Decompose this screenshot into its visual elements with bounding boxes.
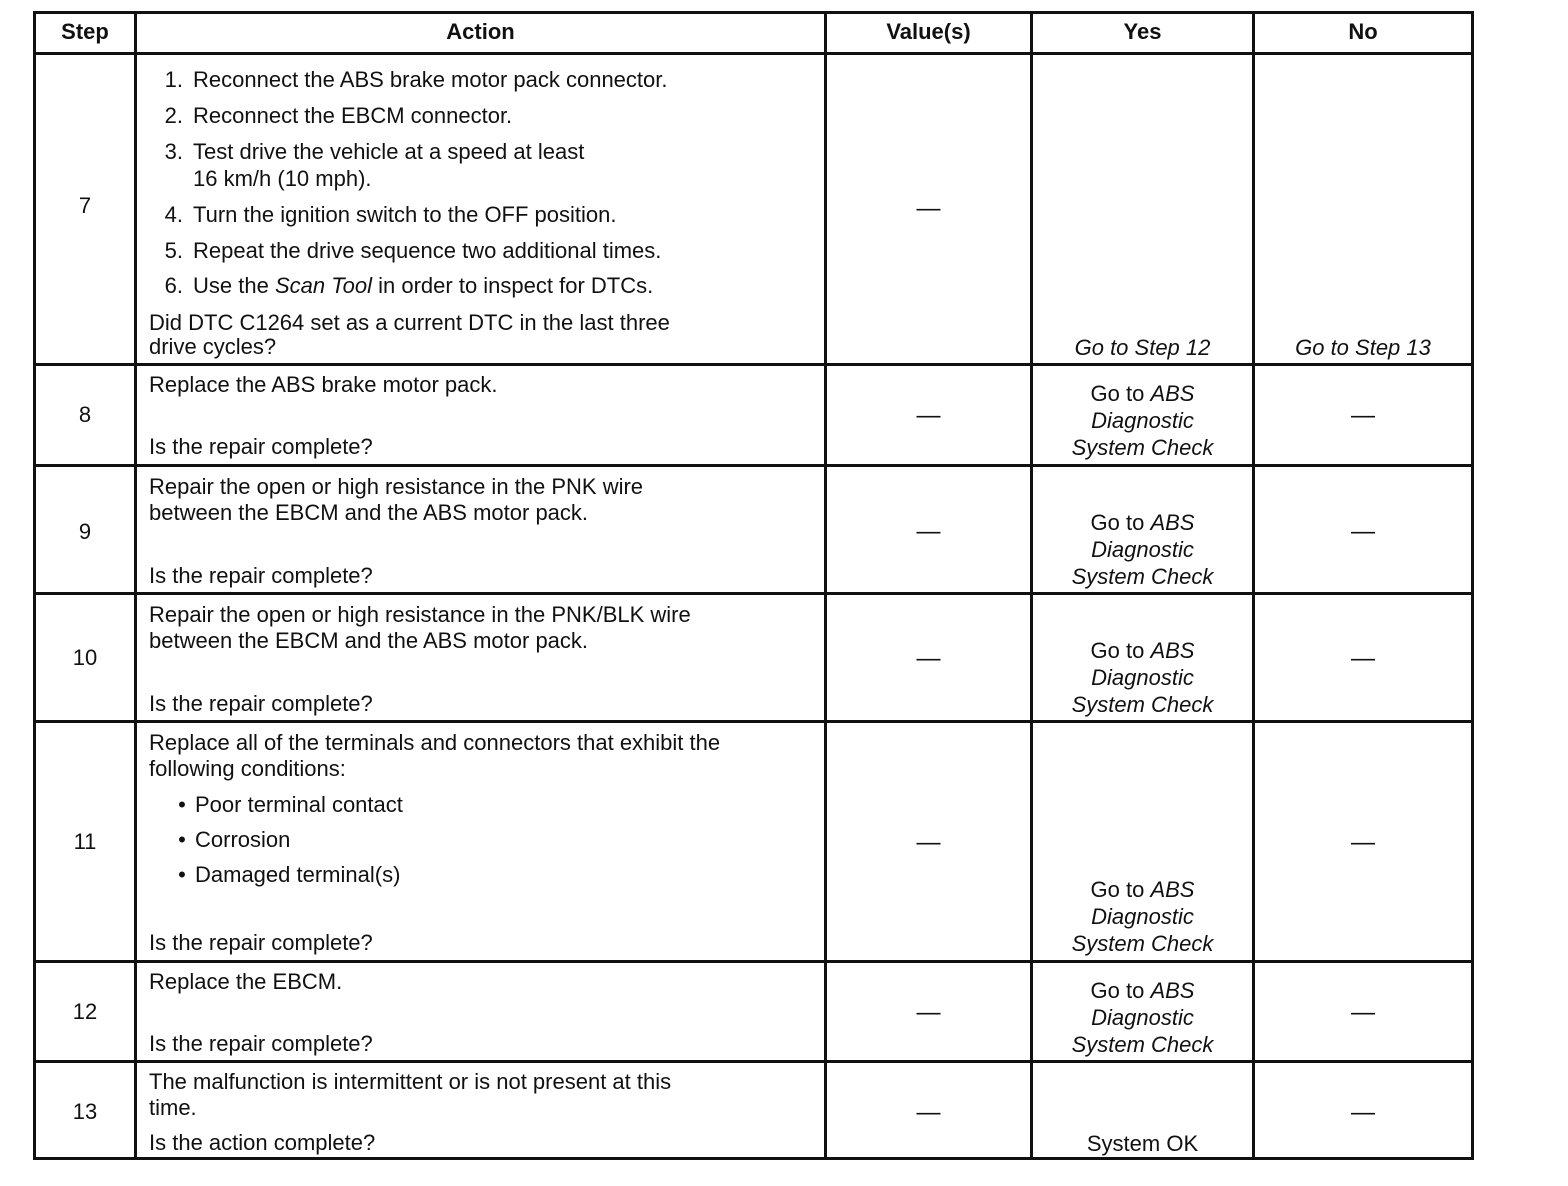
- value-dash: —: [916, 195, 941, 222]
- list-item: 5. Repeat the drive sequence two additional times.: [164, 238, 662, 263]
- value-dash: —: [916, 1099, 941, 1126]
- action-cell: [137, 467, 827, 592]
- value-dash: —: [916, 645, 941, 672]
- action-cell: [137, 595, 827, 720]
- no-dash: —: [1351, 829, 1375, 856]
- value-dash: —: [916, 829, 941, 856]
- step-number: 7: [78, 193, 92, 218]
- yes-goto-abs-check: Go to ABS Diagnostic System Check: [1071, 877, 1214, 956]
- step-number: 10: [72, 645, 98, 670]
- table-row-step-8: [36, 363, 1471, 464]
- list-item: 6. Use the Scan Tool in order to inspect for DTCs.: [164, 273, 654, 298]
- no-dash: —: [1351, 518, 1375, 545]
- yes-goto-step-12: Go to Step 12: [1074, 335, 1211, 360]
- action-text: between the EBCM and the ABS motor pack.: [149, 500, 589, 525]
- question-text: Is the repair complete?: [149, 434, 373, 459]
- header-row: [36, 14, 1471, 52]
- question-text: Is the action complete?: [149, 1130, 376, 1155]
- list-item-continuation: 16 km/h (10 mph).: [193, 166, 372, 191]
- question-text: Is the repair complete?: [149, 1031, 373, 1056]
- table-row-step-13: [36, 1060, 1471, 1157]
- step-number: 13: [72, 1099, 98, 1124]
- action-text: The malfunction is intermittent or is not present at this: [149, 1069, 672, 1094]
- action-text: between the EBCM and the ABS motor pack.: [149, 628, 589, 653]
- bullet-item: • Damaged terminal(s): [178, 862, 401, 887]
- step-number: 11: [73, 829, 97, 854]
- action-text: Replace all of the terminals and connectors that exhibit the: [149, 730, 721, 755]
- header-action: Action: [137, 14, 827, 52]
- no-goto-step-13: Go to Step 13: [1295, 335, 1431, 360]
- question-text: Is the repair complete?: [149, 563, 373, 588]
- table-row-step-12: [36, 960, 1471, 1060]
- value-dash: —: [916, 402, 941, 429]
- action-text: Replace the ABS brake motor pack.: [149, 372, 498, 397]
- list-item: 2. Reconnect the EBCM connector.: [164, 103, 513, 128]
- yes-system-ok: System OK: [1086, 1131, 1199, 1156]
- yes-goto-abs-check: Go to ABS Diagnostic System Check: [1071, 638, 1214, 717]
- value-dash: —: [916, 518, 941, 545]
- table-row-step-7: [36, 52, 1471, 363]
- action-text: Repair the open or high resistance in the PNK/BLK wire: [149, 602, 691, 627]
- header-no: No: [1348, 19, 1378, 44]
- question-text: Did DTC C1264 set as a current DTC in the last three: [149, 310, 670, 335]
- no-dash: —: [1351, 1099, 1375, 1126]
- action-text: following conditions:: [149, 756, 346, 781]
- header-values: Value(s): [827, 14, 1033, 52]
- action-cell: [137, 55, 827, 363]
- header-step: Step: [36, 14, 137, 52]
- bullet-item: • Poor terminal contact: [178, 792, 403, 817]
- no-dash: —: [1351, 999, 1375, 1026]
- action-cell: [137, 963, 827, 1060]
- list-item: 3. Test drive the vehicle at a speed at least: [164, 139, 585, 164]
- action-text: time.: [149, 1095, 197, 1120]
- list-item: 1. Reconnect the ABS brake motor pack connector.: [164, 67, 668, 92]
- action-cell: [137, 366, 827, 464]
- action-cell: [137, 723, 827, 960]
- step-number: 9: [78, 519, 92, 544]
- table-row-step-10: [36, 592, 1471, 720]
- action-text: Replace the EBCM.: [149, 969, 343, 994]
- step-number: 12: [72, 999, 98, 1024]
- no-dash: —: [1351, 645, 1375, 672]
- header-yes: Yes: [1033, 14, 1255, 52]
- yes-goto-abs-check: Go to ABS Diagnostic System Check: [1071, 510, 1214, 589]
- yes-goto-abs-check: Go to ABS Diagnostic System Check: [1071, 381, 1214, 460]
- step-number: 8: [78, 402, 92, 427]
- diagnostic-table: [33, 11, 1474, 1160]
- table-row-step-9: [36, 464, 1471, 592]
- list-item: 4. Turn the ignition switch to the OFF position.: [164, 202, 617, 227]
- value-dash: —: [916, 999, 941, 1026]
- yes-goto-abs-check: Go to ABS Diagnostic System Check: [1071, 978, 1214, 1057]
- question-text: drive cycles?: [149, 334, 277, 359]
- question-text: Is the repair complete?: [149, 691, 373, 716]
- action-text: Repair the open or high resistance in the PNK wire: [149, 474, 644, 499]
- question-text: Is the repair complete?: [149, 930, 373, 955]
- action-cell: [137, 1063, 827, 1157]
- no-dash: —: [1351, 402, 1375, 429]
- bullet-item: • Corrosion: [178, 827, 291, 852]
- table-row-step-11: [36, 720, 1471, 960]
